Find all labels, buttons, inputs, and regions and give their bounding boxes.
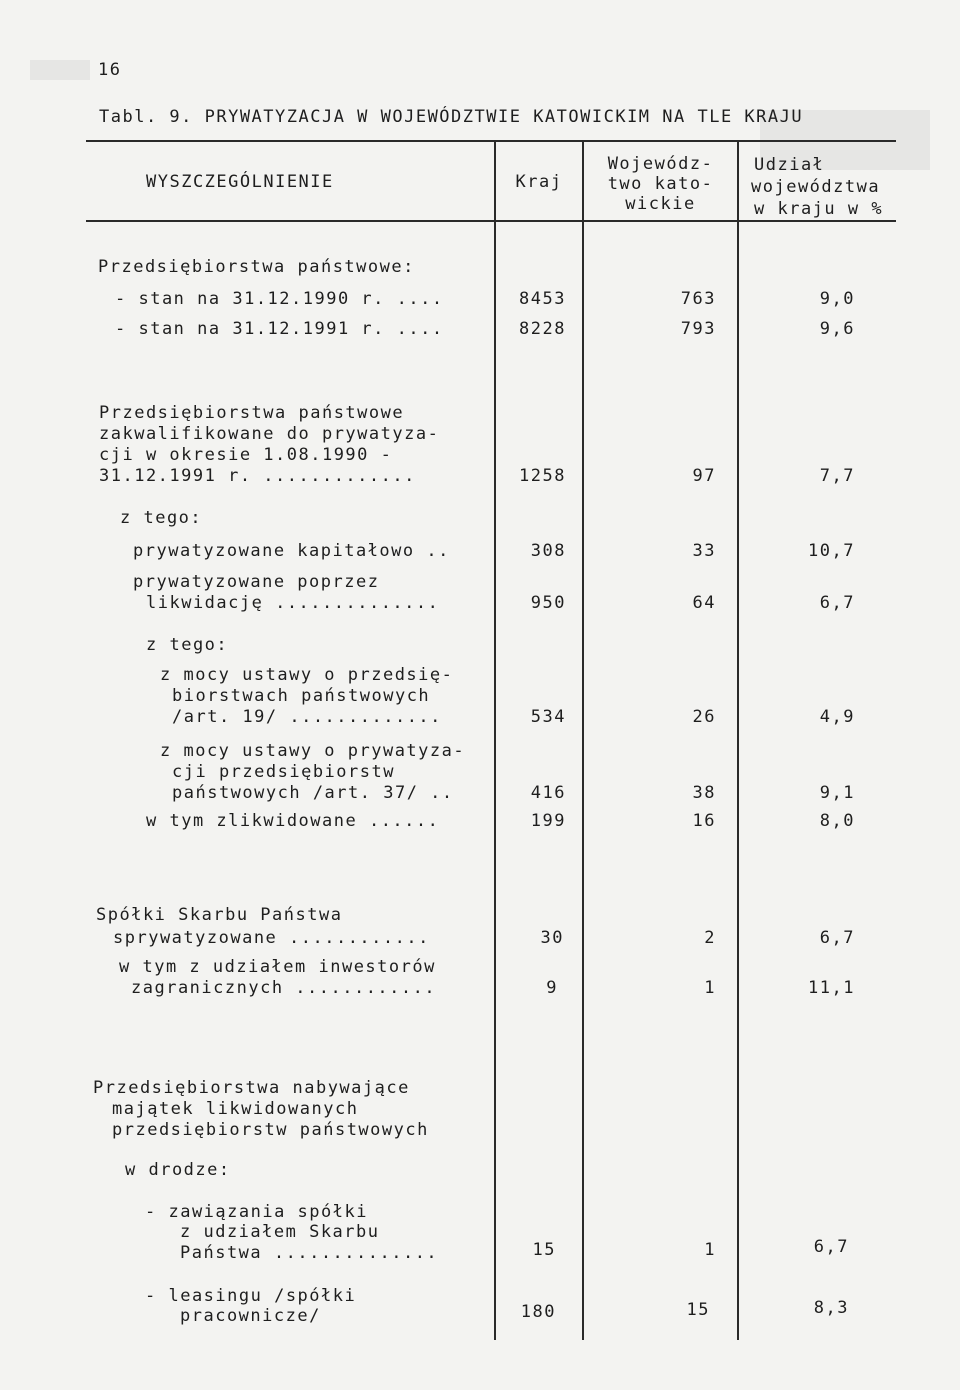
cell-udzial: 8,0: [819, 811, 855, 831]
cell-woj: 15: [686, 1300, 710, 1320]
cell-kraj: 950: [530, 593, 566, 613]
cell-udzial: 6,7: [813, 1237, 849, 1257]
cell-udzial: 6,7: [819, 928, 855, 948]
bleed-through: [30, 60, 90, 80]
row-label: państwowych /art. 37/ ..: [172, 783, 454, 803]
cell-woj: 33: [692, 541, 716, 561]
row-label: z mocy ustawy o prywatyza-: [160, 741, 466, 761]
cell-udzial: 10,7: [808, 541, 855, 561]
cell-kraj: 8228: [519, 319, 566, 339]
row-label: Przedsiębiorstwa nabywające: [93, 1078, 410, 1098]
header-udzial: w kraju w %: [754, 199, 884, 219]
row-label: Przedsiębiorstwa państwowe:: [98, 257, 415, 277]
cell-woj: 793: [680, 319, 716, 339]
row-label: biorstwach państwowych: [172, 686, 431, 706]
cell-woj: 1: [704, 1240, 716, 1260]
header-wojewodztwo: wickie: [625, 194, 696, 214]
row-label: z mocy ustawy o przedsię-: [160, 665, 454, 685]
header-udzial: Udział: [754, 155, 825, 175]
cell-kraj: 180: [520, 1302, 556, 1322]
cell-udzial: 6,7: [819, 593, 855, 613]
cell-kraj: 8453: [519, 289, 566, 309]
cell-udzial: 4,9: [819, 707, 855, 727]
cell-udzial: 9,0: [819, 289, 855, 309]
cell-kraj: 308: [530, 541, 566, 561]
cell-woj: 1: [704, 978, 716, 998]
row-label: sprywatyzowane ............: [113, 928, 430, 948]
row-label: Spółki Skarbu Państwa: [96, 905, 343, 925]
cell-woj: 64: [692, 593, 716, 613]
cell-udzial: 9,1: [819, 783, 855, 803]
row-label: cji w okresie 1.08.1990 -: [99, 445, 393, 465]
cell-udzial: 11,1: [808, 978, 855, 998]
row-label: prywatyzowane kapitałowo ..: [133, 541, 450, 561]
row-label: /art. 19/ .............: [172, 707, 442, 727]
cell-kraj: 1258: [519, 466, 566, 486]
row-label: - zawiązania spółki: [145, 1202, 368, 1222]
header-wojewodztwo: two kato-: [607, 174, 714, 194]
cell-kraj: 15: [532, 1240, 556, 1260]
cell-kraj: 416: [530, 783, 566, 803]
row-label: Państwa ..............: [180, 1243, 439, 1263]
row-label: prywatyzowane poprzez: [133, 572, 380, 592]
cell-woj: 763: [680, 289, 716, 309]
header-udzial: województwa: [751, 177, 881, 197]
cell-udzial: 7,7: [819, 466, 855, 486]
table-top-rule: [86, 140, 896, 142]
cell-udzial: 8,3: [813, 1298, 849, 1318]
header-kraj: Kraj: [515, 172, 563, 192]
cell-woj: 2: [704, 928, 716, 948]
row-label: w tym zlikwidowane ......: [146, 811, 440, 831]
cell-kraj: 30: [540, 928, 564, 948]
table-title: Tabl. 9. PRYWATYZACJA W WOJEWÓDZTWIE KATOWICKIM NA TLE KRAJU: [99, 107, 804, 127]
cell-kraj: 199: [530, 811, 566, 831]
cell-kraj: 534: [530, 707, 566, 727]
cell-woj: 26: [692, 707, 716, 727]
row-label: - leasingu /spółki: [145, 1286, 357, 1306]
row-label: pracownicze/: [180, 1306, 321, 1326]
row-label: cji przedsiębiorstw: [172, 762, 395, 782]
header-wyszczegolnienie: WYSZCZEGÓLNIENIE: [146, 172, 334, 192]
cell-kraj: 9: [546, 978, 558, 998]
row-label: Przedsiębiorstwa państwowe: [99, 403, 405, 423]
page-number: 16: [98, 60, 122, 80]
header-wojewodztwo: Wojewódz-: [607, 154, 714, 174]
cell-woj: 97: [692, 466, 716, 486]
row-label: likwidację ..............: [146, 593, 440, 613]
row-label: - stan na 31.12.1991 r. ....: [115, 319, 444, 339]
cell-woj: 38: [692, 783, 716, 803]
header-rule: [86, 220, 896, 222]
row-label: 31.12.1991 r. .............: [99, 466, 416, 486]
row-label: majątek likwidowanych: [112, 1099, 359, 1119]
cell-udzial: 9,6: [819, 319, 855, 339]
row-label: - stan na 31.12.1990 r. ....: [115, 289, 444, 309]
row-label: w tym z udziałem inwestorów: [119, 957, 436, 977]
row-label: zakwalifikowane do prywatyza-: [99, 424, 440, 444]
row-label: zagranicznych ............: [131, 978, 437, 998]
row-label: przedsiębiorstw państwowych: [112, 1120, 429, 1140]
row-label: z tego:: [120, 508, 203, 528]
row-label: z tego:: [146, 635, 229, 655]
row-label: w drodze:: [125, 1160, 231, 1180]
cell-woj: 16: [692, 811, 716, 831]
row-label: z udziałem Skarbu: [180, 1222, 380, 1242]
